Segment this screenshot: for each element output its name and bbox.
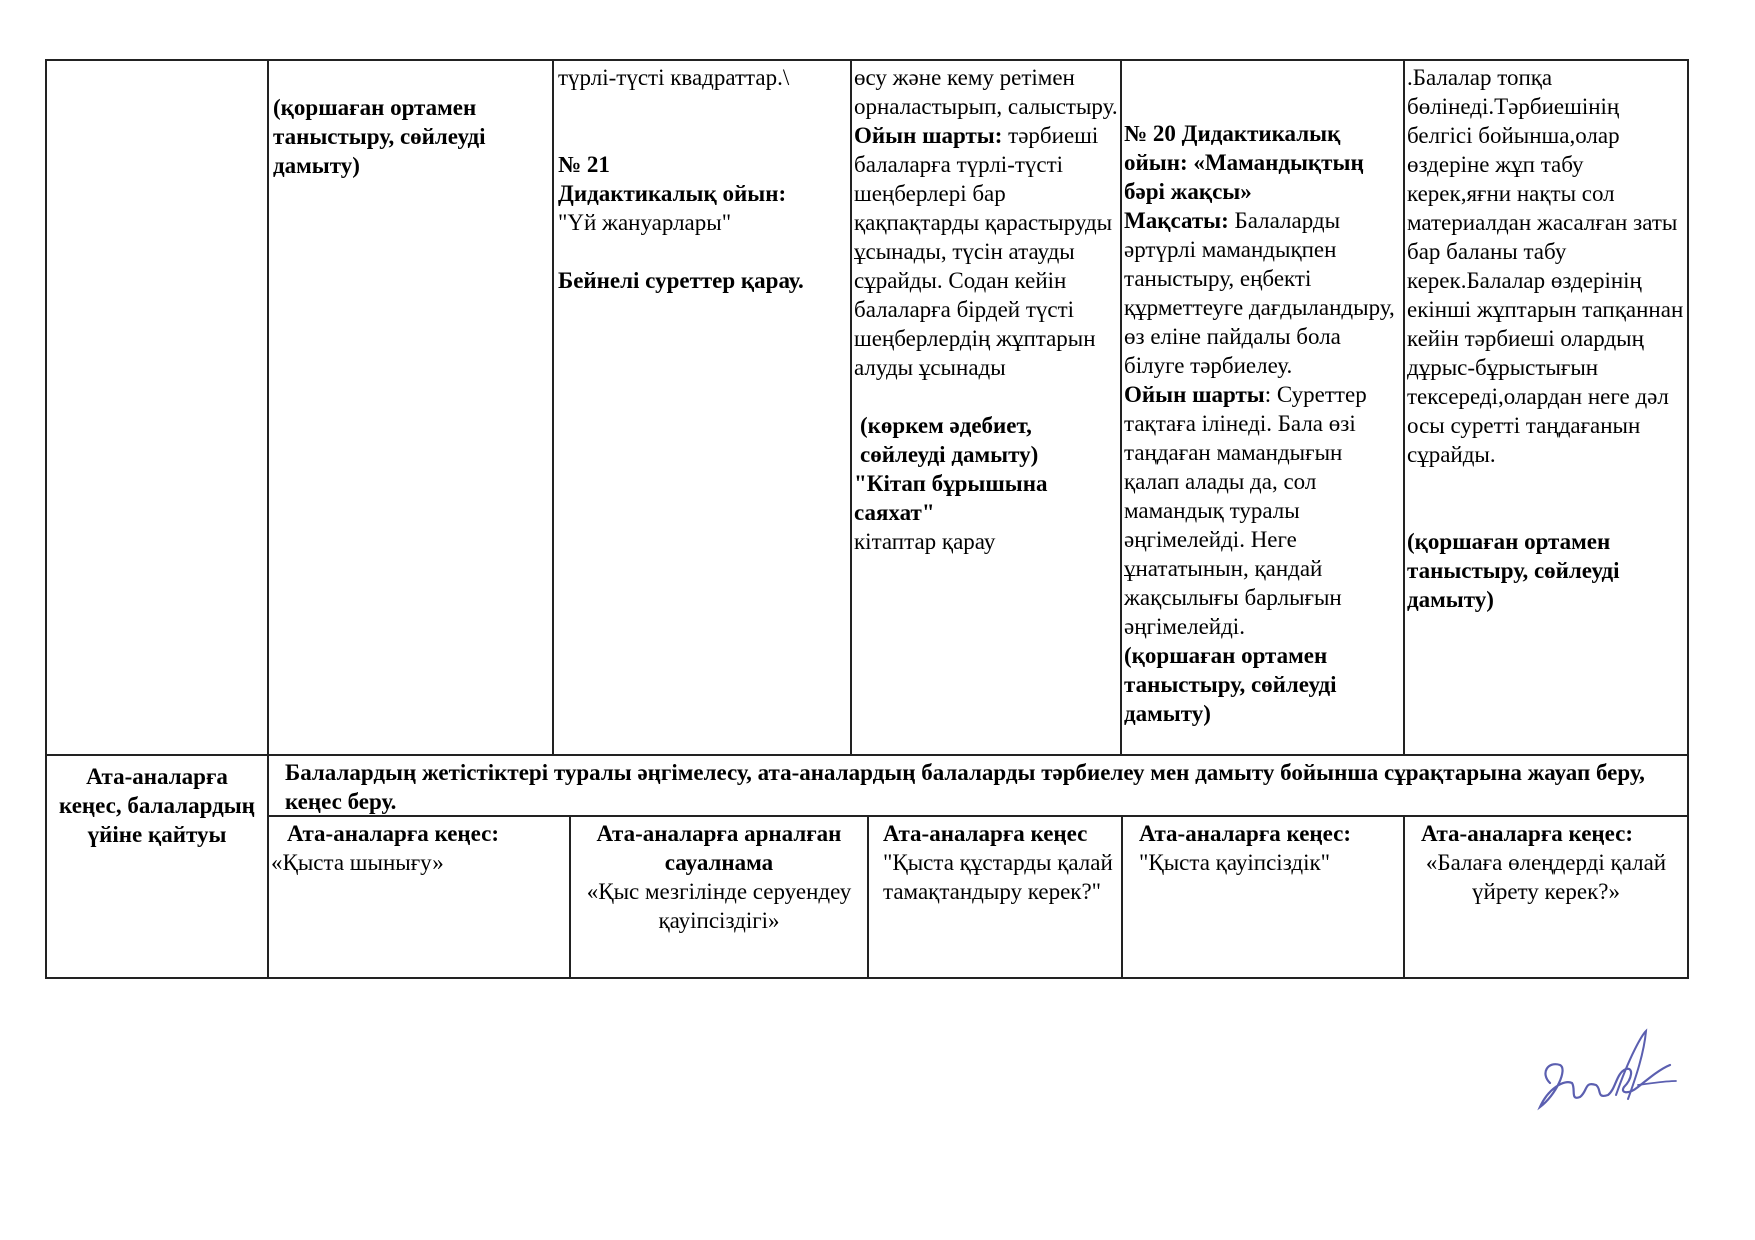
top-col3-subject: (көркем әдебиет, сөйлеуді дамыту) [860, 413, 1039, 467]
top-col2-game-type: Дидактикалық ойын: [558, 181, 787, 206]
top-col4-rules-label: Ойын шарты [1124, 382, 1265, 407]
top-col2-game-no: № 21 [558, 152, 610, 177]
top-col3-activity: кітаптар қарау [854, 529, 996, 554]
top-col4-rules-text: : Суреттер тақтаға ілінеді. Бала өзі таңдаған мамандығын қалап алады да, сол мамандық туралы әңгімелейді. Неге ұнататынын, қандай жақсылығы барлығын әңгімелейді. [1124, 382, 1367, 639]
top-col4-game-title: Дидактикалық ойын: «Мамандықтың бәрі жақсы» [1124, 121, 1364, 204]
parents-item-5-text: «Балаға өлеңдерді қалай үйрету керек?» [1425, 850, 1667, 904]
parents-summary: Балалардың жетістіктері туралы әңгімелесу, ата-аналардың балаларды тәрбиелеу мен дамыту бойынша сұрақтарына жауап беру, кеңес беру. [285, 760, 1645, 814]
top-col4-goal-label: Мақсаты: [1124, 208, 1229, 233]
plan-table [45, 59, 1689, 979]
top-col4-goal-text: Балаларды әртүрлі мамандықпен таныстыру, еңбекті құрметтеуге дағдыландыру, өз еліне пайдалы бола білуге тәрбиелеу. [1124, 208, 1395, 378]
top-col4-game-no: № 20 [1124, 121, 1176, 146]
top-col4-rules [1124, 380, 1401, 641]
parents-item-1-text: «Қыста шынығу» [271, 850, 444, 875]
parents-item-5-cell [1403, 815, 1689, 979]
parents-row-label: Ата-аналарға кеңес, балалардың үйіне қайтуы [59, 764, 255, 847]
parents-item-2-cell [569, 815, 869, 979]
parents-summary-cell [267, 754, 1689, 817]
parents-item-2-heading: Ата-аналарға арналған сауалнама [596, 821, 842, 875]
top-col3-rules-label: Ойын шарты: [854, 123, 1003, 148]
parents-item-2-text: «Қыс мезгілінде серуендеу қауіпсіздігі» [586, 879, 852, 933]
parents-item-1-heading: Ата-аналарға кеңес: [287, 821, 500, 846]
top-col3-body [854, 63, 1118, 382]
top-col3-title: "Кітап бұрышына саяхат" [854, 471, 1048, 525]
top-col2-line1: түрлі-түсті квадраттар.\ [558, 65, 790, 90]
top-col2-cell [552, 59, 852, 756]
parents-item-4-text: "Қыста қауіпсіздік" [1139, 850, 1331, 875]
top-col5-subject: (қоршаған ортамен таныстыру, сөйлеуді дамыту) [1407, 529, 1620, 612]
parents-item-3-cell [867, 815, 1123, 979]
parents-item-3-heading: Ата-аналарға кеңес [883, 821, 1088, 846]
parents-item-4-cell [1121, 815, 1405, 979]
parents-item-4-heading: Ата-аналарға кеңес: [1139, 821, 1352, 846]
top-col4-goal [1124, 206, 1401, 380]
signature-image [1520, 1025, 1680, 1125]
top-col1-subject: (қоршаған ортамен таныстыру, сөйлеуді дамыту) [273, 95, 486, 178]
top-col4-cell [1120, 59, 1405, 756]
top-col5-cell [1403, 59, 1689, 756]
parents-item-5-heading: Ата-аналарға кеңес: [1421, 821, 1634, 846]
top-col2-activity: Бейнелі суреттер қарау. [558, 268, 804, 293]
parents-item-3-text: "Қыста құстарды қалай тамақтандыру керек?" [883, 850, 1113, 904]
top-col5-text: .Балалар топқа бөлінеді.Тәрбиешінің белгісі бойынша,олар өздеріне жұп табу керек,яғни нақты сол материалдан жасалған заты бар баланы табу керек.Балалар өздерінің екінші жұптарын тапқаннан кейін тәрбиеші олардың дұрыс-бұрыстығын тексереді,олардан неге дәл осы суретті таңдағанын сұрайды. [1407, 65, 1684, 467]
top-col3-text-a: өсу және кему ретімен орналастырып, салыстыру. [854, 65, 1118, 119]
parents-item-1-cell [267, 815, 571, 979]
top-col1-cell [267, 59, 554, 756]
top-col4-subject: (қоршаған ортамен таныстыру, сөйлеуді дамыту) [1124, 643, 1337, 726]
row-label-empty-cell [45, 59, 269, 756]
parents-row-label-cell [45, 754, 269, 979]
top-col3-cell [850, 59, 1122, 756]
top-col3-rules-text: тәрбиеші балаларға түрлі-түсті шеңберлері бар қақпақтарды қарастыруды ұсынады, түсін атауды сұрайды. Содан кейін балаларға бірдей түсті шеңберлердің жұптарын алуды ұсынады [854, 123, 1113, 380]
top-col2-game-name: "Үй жануарлары" [558, 210, 732, 235]
